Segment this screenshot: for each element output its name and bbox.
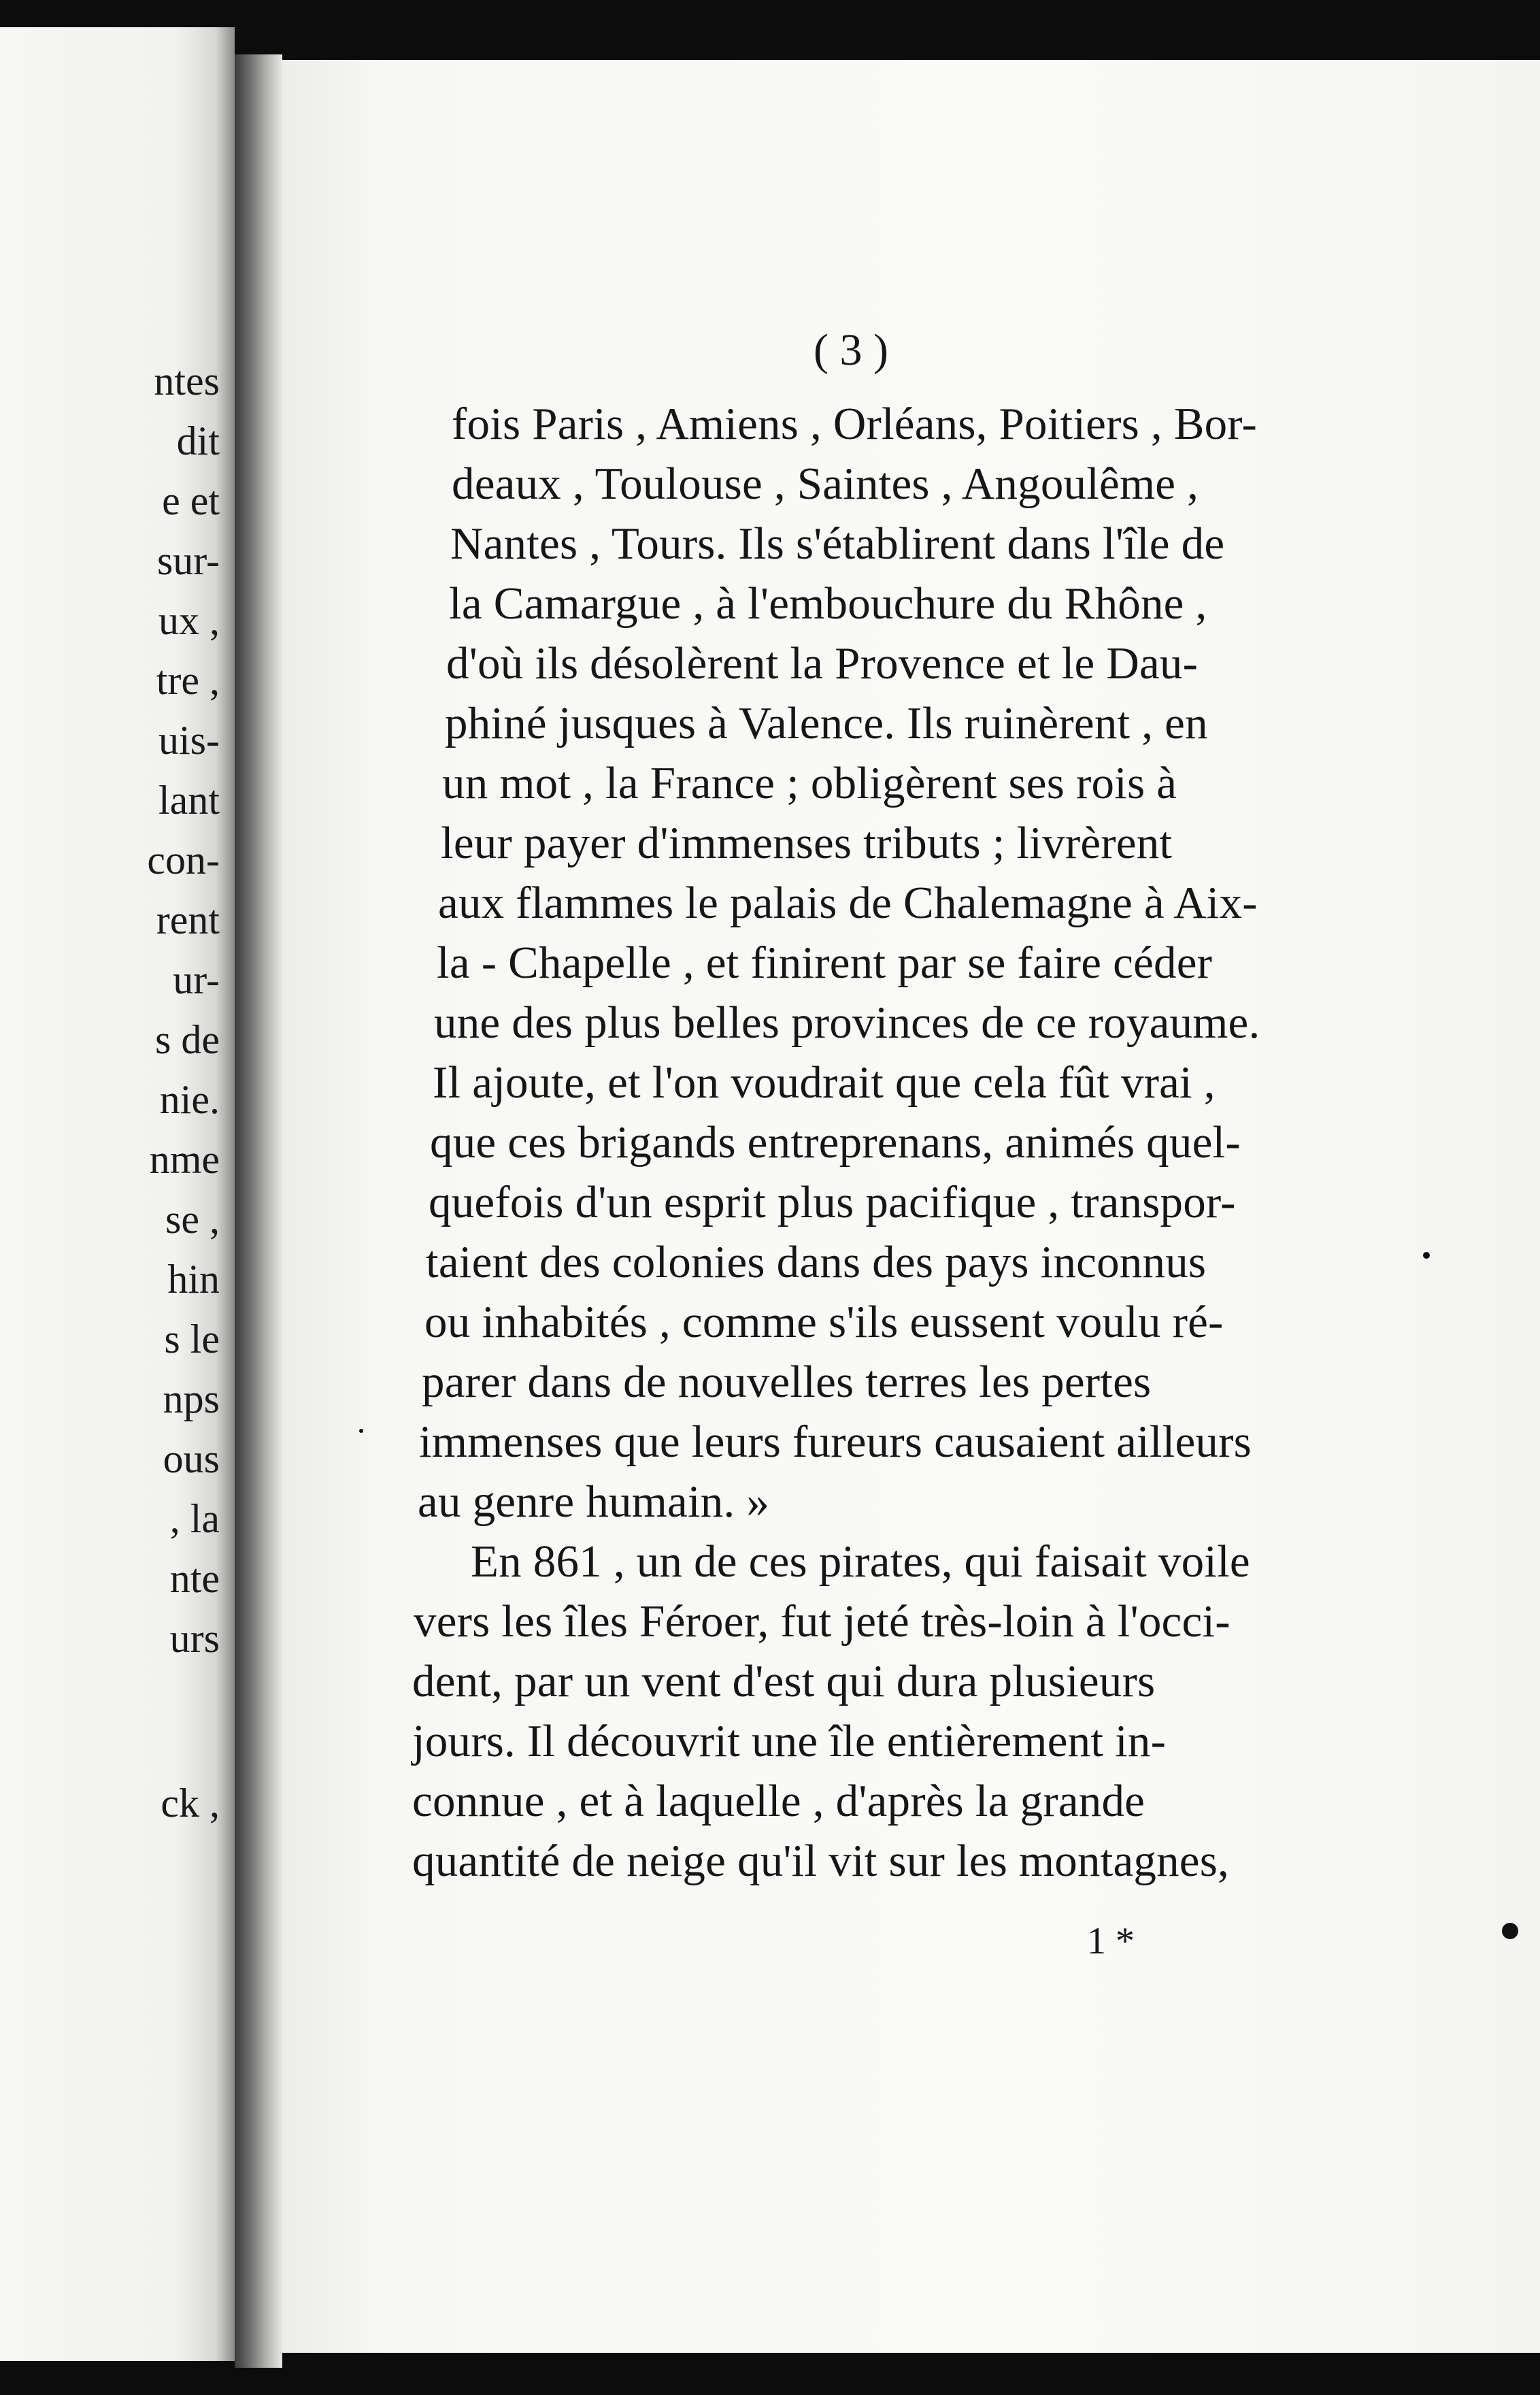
fragment-line: tre , [156, 658, 220, 703]
text-line: parer dans de nouvelles terres les pertes [422, 1357, 1152, 1407]
text-line: immenses que leurs fureurs causaient ailleurs [419, 1417, 1252, 1467]
fragment-line: s de [155, 1017, 220, 1062]
text-line: leur payer d'immenses tributs ; livrèrent [441, 818, 1173, 868]
text-line: deaux , Toulouse , Saintes , Angoulême , [452, 459, 1199, 509]
fragment-line: uis- [158, 718, 220, 763]
fragment-line: e et [162, 478, 220, 523]
fragment-line: ck , [161, 1781, 220, 1826]
text-line: Nantes , Tours. Ils s'établirent dans l'île de [450, 518, 1225, 569]
page-number: ( 3 ) [814, 325, 888, 375]
book-gutter [235, 54, 282, 2368]
text-line: d'où ils désolèrent la Provence et le Dau- [446, 638, 1199, 689]
text-line: phiné jusques à Valence. Ils ruinèrent , en [445, 698, 1208, 748]
fragment-line: ur- [173, 957, 220, 1002]
text-line: ou inhabités , comme s'ils eussent voulu ré- [424, 1297, 1224, 1347]
text-line: dent, par un vent d'est qui dura plusieurs [412, 1656, 1156, 1706]
fragment-line: hin [167, 1257, 220, 1302]
fragment-line: rent [156, 897, 220, 942]
fragment-line: ous [163, 1436, 220, 1481]
text-line: aux flammes le palais de Chalemagne à Aix- [438, 878, 1258, 928]
dust-speck [1423, 1252, 1430, 1259]
text-line: que ces brigands entreprenans, animés quel- [430, 1117, 1241, 1168]
facing-page-fragment [0, 27, 235, 2361]
text-line: vers les îles Féroer, fut jeté très-loin à l'occi- [414, 1596, 1231, 1647]
dust-speck [359, 1429, 363, 1433]
fragment-line: nps [163, 1376, 220, 1421]
text-line: un mot , la France ; obligèrent ses rois à [442, 758, 1177, 808]
text-line: taient des colonies dans des pays inconnus [426, 1237, 1207, 1287]
text-line: Il ajoute, et l'on voudrait que cela fût vrai , [433, 1057, 1216, 1108]
text-line: fois Paris , Amiens , Orléans, Poitiers , Bor- [452, 399, 1257, 449]
text-line: connue , et à laquelle , d'après la grande [412, 1776, 1145, 1826]
dust-speck [1502, 1923, 1518, 1939]
fragment-line: s le [164, 1317, 220, 1361]
fragment-line: con- [147, 838, 220, 882]
fragment-line: nme [149, 1137, 220, 1182]
text-line: au genre humain. » [418, 1476, 770, 1527]
text-line: la Camargue , à l'embouchure du Rhône , [449, 578, 1207, 629]
signature-mark: 1 * [1087, 1920, 1135, 1962]
fragment-line: sur- [156, 538, 220, 583]
fragment-line: , la [169, 1496, 220, 1541]
fragment-line: se , [165, 1197, 220, 1242]
fragment-line: urs [169, 1616, 220, 1661]
text-line: quantité de neige qu'il vit sur les montagnes, [412, 1836, 1229, 1886]
fragment-line: ntes [154, 359, 220, 403]
text-line: jours. Il découvrit une île entièrement in- [412, 1716, 1167, 1766]
fragment-line: lant [158, 778, 220, 823]
text-line: la - Chapelle , et finirent par se faire céder [437, 938, 1213, 988]
fragment-line: nte [169, 1556, 220, 1601]
fragment-line: dit [176, 418, 220, 463]
fragment-line: nie. [159, 1077, 220, 1122]
text-line: une des plus belles provinces de ce royaume. [434, 997, 1260, 1048]
text-line: quefois d'un esprit plus pacifique , transpor- [429, 1177, 1236, 1227]
text-line: En 861 , un de ces pirates, qui faisait voile [471, 1536, 1250, 1587]
fragment-line: ux , [158, 598, 220, 643]
